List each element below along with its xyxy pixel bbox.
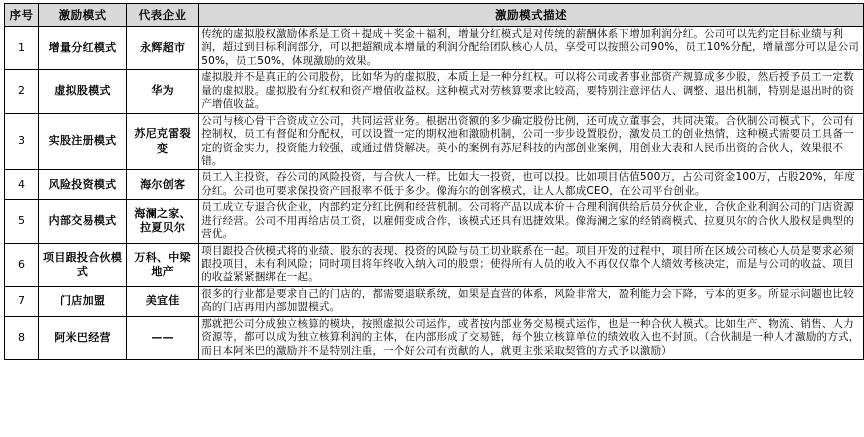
cell-firm: 万科、中梁地产 bbox=[127, 243, 199, 286]
table-body bbox=[5, 27, 864, 360]
cell-firm: 永辉超市 bbox=[127, 27, 199, 70]
cell-firm: 海尔创客 bbox=[127, 170, 199, 200]
column-header-seq: 序号 bbox=[5, 4, 39, 27]
cell-seq: 2 bbox=[5, 70, 39, 113]
cell-seq: 8 bbox=[5, 316, 39, 359]
cell-seq: 3 bbox=[5, 113, 39, 170]
cell-seq: 7 bbox=[5, 286, 39, 316]
cell-seq: 5 bbox=[5, 200, 39, 243]
table-row bbox=[5, 70, 864, 113]
cell-mode: 项目跟投合伙模式 bbox=[39, 243, 127, 286]
cell-mode: 内部交易模式 bbox=[39, 200, 127, 243]
cell-mode: 实股注册模式 bbox=[39, 113, 127, 170]
cell-mode: 阿米巴经营 bbox=[39, 316, 127, 359]
cell-firm: 海澜之家、拉夏贝尔 bbox=[127, 200, 199, 243]
cell-desc: 很多的行业都是要求自己的门店的，都需要退联系统，如果是直营的体系，风险非常大，盈利能力会下降，亏本的更多。所显示问题也比较高的门店再用内部加盟模式。 bbox=[199, 286, 864, 316]
cell-desc: 公司与核心骨干合资成立公司，共同运营业务。根据出资额的多少确定股份比例，还可成立董事会，共同决策。合伙制公司模式下，公司有控制权，员工有督促和分配权，可以设置一定的期权池和激励机制，公司一步步设置股份，激发员工的创业热情，这种模式需要员工具备一定的资金实力，投资能力较强，或通过借贷解决。英小的案例有苏尼科技的内部创业案例，用创业大表和人民币出资的合伙人，效果很不错。 bbox=[199, 113, 864, 170]
cell-desc: 项目跟投合伙模式将的业绩、股东的表现、投资的风险与员工切业联系在一起。项目开发的过程中，项目所在区域公司核心人员是要求必须跟投项目，未有利风险；同时项目将年终收入纳入司的股票；使得所有人员的收入不再仅仅靠个人绩效考核决定，而是与公司的收益、项目的收益紧紧捆绑在一起。 bbox=[199, 243, 864, 286]
cell-seq: 6 bbox=[5, 243, 39, 286]
table-row bbox=[5, 113, 864, 170]
cell-firm: 华为 bbox=[127, 70, 199, 113]
cell-mode: 风险投资模式 bbox=[39, 170, 127, 200]
cell-mode: 门店加盟 bbox=[39, 286, 127, 316]
table-header bbox=[5, 4, 864, 27]
table-row bbox=[5, 27, 864, 70]
table-row bbox=[5, 170, 864, 200]
cell-firm: 美宜佳 bbox=[127, 286, 199, 316]
column-header-desc: 激励模式描述 bbox=[199, 4, 864, 27]
cell-firm: —— bbox=[127, 316, 199, 359]
table-header-row bbox=[5, 4, 864, 27]
cell-mode: 虚拟股模式 bbox=[39, 70, 127, 113]
table-row bbox=[5, 316, 864, 359]
table-row bbox=[5, 286, 864, 316]
cell-desc: 员工入主投资，吞公司的风险投资，与合伙人一样。比如大一投资，也可以投。比如项目估值500万，占公司资金100万，占股20%，年度分红。公司也可要求保投资产回报率不低于多少。像海尔的创客模式，让人人都成CEO，在公司平台创业。 bbox=[199, 170, 864, 200]
cell-desc: 员工成立专退合伙企业，内部约定分红比例和经营机制。公司将产品以成本价＋合理利润供给后员分伙企业，合伙企业利润公司的门店资源进行经营。公司不用再给店员工资，以雇佣变成合作，该模式还具有迅捷效果。像海澜之家的经销商模式、拉夏贝尔的合伙人股权是典型的营优。 bbox=[199, 200, 864, 243]
incentive-models-table bbox=[4, 3, 864, 360]
table-row bbox=[5, 200, 864, 243]
cell-seq: 1 bbox=[5, 27, 39, 70]
cell-firm: 苏尼克雷裂变 bbox=[127, 113, 199, 170]
cell-desc: 虚拟股并不是真正的公司股份，比如华为的虚拟股，本质上是一种分红权。可以将公司或者事业部资产规算成多少股，然后授予员工一定数量的虚拟股。虚拟股有分红权和资产增值收益权。这种模式对劳核算要求比较高，要特别注意评估人、调整、退出机制，特别是退出时的资产增值收益。 bbox=[199, 70, 864, 113]
cell-desc: 那就把公司分成独立核算的模块，按照虚拟公司运作，或者按内部业务交易模式运作，也是一种合伙人模式。比如生产、物流、销售、人力资源等，都可以成为独立核算利润的主体，在内部形成了交易链，每个独立核算单位的绩效收入也不封顶。（合伙制是一种人才激励的方式，而日本阿米巴的激励并不是特别注重，一个好公司有贡献的人，就更主张采取契管的方式予以激励） bbox=[199, 316, 864, 359]
column-header-firm: 代表企业 bbox=[127, 4, 199, 27]
cell-desc: 传统的虚拟股权激励体系是工资＋提成＋奖金＋福利，增量分红模式是对传统的薪酬体系下增加利润分红。公司可以先约定目标业绩与利润，超过到目标利润部分，可以把超额成本增量的利润分配给团队核心人员，享受可以按照公司90%，员工10%分配，增量部分可以是公司50%，员工50%，体现激励的效果。 bbox=[199, 27, 864, 70]
cell-mode: 增量分红模式 bbox=[39, 27, 127, 70]
column-header-mode: 激励模式 bbox=[39, 4, 127, 27]
table-row bbox=[5, 243, 864, 286]
cell-seq: 4 bbox=[5, 170, 39, 200]
